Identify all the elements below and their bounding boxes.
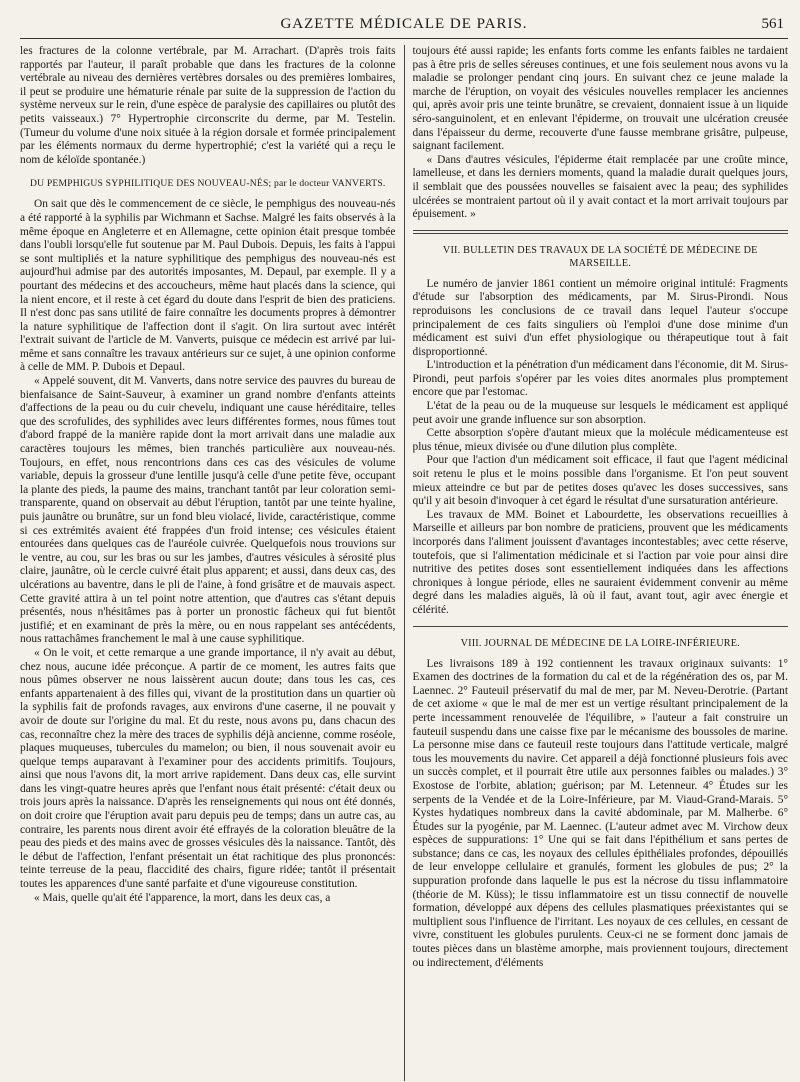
paragraph: « Mais, quelle qu'ait été l'apparence, la mort, dans les deux cas, a [34,891,331,904]
text-columns [20,45,788,1081]
paragraph: « Dans d'autres vésicules, l'épiderme était remplacée par une croûte mince, lamelleuse, et dans les derniers moments, quand la maladie durait quelques jours, il semblait que des poussées nouvelles se faisaient avec la peau; des syphilides ulcérées se montraient partout où il y avait contact et la mort arrivait toujours par épuisement. » [412,153,788,221]
column-divider [404,45,405,1081]
paragraph: « Appelé souvent, dit M. Vanverts, dans notre service des pauvres du bureau de bienfaisance de Saint-Sauveur, à examiner un grand nombre d'enfants atteints d'affections de la peau ou du cuir chevelu, indiquant une cause héréditaire, telles que des scrofulides, des syphilides avec leurs différentes formes, nous fûmes tout d'abord frappé de la manière rapide dont la mort arrivait dans une maladie aux caractères toujours les mêmes, bien tranchés particulière aux nouveau-nés. Toujours, en effet, nous rencontrions dans ces cas des vésicules de volume variable, depuis la grosseur d'une lentille jusqu'à celle d'une petite fève, occupant la plante des pieds, la paume des mains, tranchant tantôt par leur coloration semi-transparente, quand on observait au début l'éruption, tantôt par une teinte hyaline, puis jaunâtre ou brunâtre, sur un fond bleu violacé, livide, caractéristique, comme si ces extrémités avaient été frappées d'un froid intense; ces vésicules étaient entourées dans quelques cas de l'auréole cuivrée. Quelquefois nous trouvions sur le ventre, au cou, sur les bras ou sur les jambes, d'autres vésicules à sérosité plus claire, jaunâtre, où le cercle cuivré était plus apparent; et aussi, dans deux cas, des ulcérations au baventre, dans le pli de l'aine, à fond grisâtre et de mauvais aspect. Cette gravité attira à un tel point notre attention, que d'autres cas s'étant depuis présentés, nous n'hésitâmes pas à porter un pronostic fâcheux qui fut bientôt justifié; et en examinant de près la mère, ou en nous rappelant ses antécédents, nous rattachâmes franchement le mal à une cause syphilitique. [20,375,396,646]
section-divider [413,230,789,231]
paragraph: Cette absorption s'opère d'autant mieux que la molécule médicamenteuse est plus ténue, mieux divisée ou d'une dilution plus complète. [412,427,788,453]
section-divider [413,626,789,627]
journal-title: GAZETTE MÉDICALE DE PARIS. [280,16,528,32]
paragraph: « On le voit, et cette remarque a une grande importance, il n'y avait au début, chez nous, aucune idée préconçue. A partir de ce moment, les autres faits que nous pûmes observer ne nous laissèrent aucun doute; dans tous les cas, ces enfants appartenaient à des filles qui, vivant de la prostitution dans un quartier où la syphilis fait de profonds ravages, aux environs d'une caserne, il ne pouvait y avoir de doute sur l'origine du mal. Et du reste, nous avons pu, dans chacun des cas, reconnaître chez la mère des traces de syphilis déjà ancienne, comme roséole, plaques muqueuses, tubercules du mamelon; ou bien, il nous souvenait avoir eu quelque temps auparavant à l'examiner pour des accidents primitifs. Toujours, ainsi que nous l'avons dit, la mort arrive rapidement. Dans deux cas, elle survint dans les vingt-quatre heures après que l'enfant nous était présenté: c'était deux ou trois jours après la naissance. D'après les renseignements qui nous ont été donnés, on doit croire que l'éruption avait paru depuis peu de temps; dans un autre cas, au contraire, les parents nous dirent avoir été effrayés de la coloration bleuâtre de la peau des pieds et des mains avec de grosses vésicules dès la naissance. Tantôt, dès le début de l'affection, l'enfant présentait un état rachitique des plus prononcés: teinte terreuse de la peau, flaccidité des chairs, figure ridée; tantôt il présentait toutes les apparences d'une santé parfaite et d'une vigoureuse constitution. [20,646,396,891]
paragraph: les fractures de la colonne vertébrale, par M. Arrachart. (D'après trois faits rapportés par l'auteur, il paraît probable que dans les fractures de la colonne vertébrale au niveau des dernières vertèbres dorsales ou des premières lombaires, il peut se produire une hématurie rénale par suite de la suppression de l'action du système nerveux sur le rein, d'une espèce de paralysie des capillaires ou plutôt des petits vaisseaux.) 7° Hypertrophie circonscrite du derme, par M. Testelin. (Tumeur du volume d'une noix située à la région dorsale et formée principalement par les éléments normaux du derme hypertrophié; c'est la variété qui a reçu le nom de kéloïde spontanée.) [20,45,396,166]
paragraph: toujours été aussi rapide; les enfants forts comme les enfants faibles ne tardaient pas à être pris de selles séreuses continues, et une fois seulement nous avons vu la maladie se prolonger pendant cinq jours. En suivant chez ce jeune malade la marche de l'éruption, on voyait des vésicules nouvelles remplacer les anciennes qui, après avoir pris une teinte brunâtre, se crevaient, donnaient issue à un liquide séro-sanguinolent, et en enlevant l'épiderme, on trouvait une ulcération creusée dans l'épaisseur du derme, recouverte d'une fausse membrane grisâtre, pulpeuse, saignant facilement. [412,45,788,153]
paragraph: L'introduction et la pénétration d'un médicament dans l'économie, dit M. Sirus-Pirondi, peut parfois s'opérer par les voies dites anormales plus promptement encore que par l'estomac. [412,359,788,399]
paragraph: Le numéro de janvier 1861 contient un mémoire original intitulé: Fragments d'étude sur l'absorption des médicaments, par M. Sirus-Pirondi. Nous reproduisons les conclusions de ce travail dans lequel l'auteur s'occupe principalement de ces faits singuliers où l'emploi d'une dose minime d'un médicament est suivi d'un effet physiologique ou thérapeutique tout à fait disproportionné. [412,277,788,358]
paragraph: Les livraisons 189 à 192 contiennent les travaux originaux suivants: 1° Examen des doctrines de la formation du cal et de la régénération des os, par M. Laennec. 2° Fauteuil préservatif du mal de mer, par M. Neveu-Derotrie. (Partant de cet axiome « que le mal de mer est un vertige résultant principalement de la perte incessamment renouvelée de l'équilibre, » l'auteur a fait construire un fauteuil suspendu dans une caisse fixe par le mécanisme des boussoles de marine. La personne mise dans ce fauteuil reste toujours dans l'attitude verticale, malgré tous les mouvements du navire. Cet appareil a déjà fonctionné plusieurs fois avec un succès complet, et il pourrait être utile aux personnes faibles ou malades.) 3° Exostose de l'orbite, ablation; guérison; par M. Letenneur. 4° Études sur les serpents de la Vendée et de la Loire-Inférieure, par M. Viaud-Grand-Marais. 5° Kystes hydatiques nombreux dans la cavité abdominale, par M. Malherbe. 6° Études sur la pyogénie, par M. Laennec. (L'auteur admet avec M. Virchow deux espèces de suppurations: 1° Une qui se fait dans l'épithélium et sans pertes de substance; dans ce cas, les noyaux des cellules épithéliales profondes, dépouillés de leur enveloppe cellulaire et granulés, forment les globules de pus; 2° la suppuration profonde dans laquelle le pus est la nécrose du tissu inflammatoire (théorie de M. Küss); le tissu inflammatoire est un tissu connectif de nouvelle formation, développé aux dépens des cellules plasmatiques préexistantes qui se multiplient sous l'influence de l'irritant. Les noyaux de ces cellules, en cessant de vivre, constituent les globules purulents. Ceux-ci ne se forment donc jamais de toutes pièces dans un blastème amorphe, mais proviennent toujours, directement ou indirectement, d'éléments [412,657,788,969]
page-header [20,10,788,39]
section-divider [413,233,789,234]
section-title-pemphigus: DU PEMPHIGUS SYPHILITIQUE DES NOUVEAU-NÉS; par le docteur VANVERTS. [30,178,386,190]
right-column [413,45,789,1081]
section-title-marseille: VII. BULLETIN DES TRAVAUX DE LA SOCIÉTÉ DE MÉDECINE DE MARSEILLE. [442,244,758,269]
paragraph: Pour que l'action d'un médicament soit efficace, il faut que l'agent médicinal soit retenu le plus et le moins possible dans l'organisme. Et l'on peut souvent mieux atteindre ce but par de petites doses qu'avec les doses successives, sans qu'il y ait besoin d'invoquer à cet égard le résultat d'une sursaturation antérieure. [412,454,788,508]
paragraph: Les travaux de MM. Boinet et Labourdette, les observations recueillies à Marseille et ailleurs par bon nombre de praticiens, prouvent que les médicaments incorporés dans l'aliment jouissent d'avantages incontestables; avec cette réserve, toutefois, que si l'alimentation médicinale et si l'action par voie pour ainsi dire nutritive des petites doses sont essentiellement indiquées dans les affections chroniques à longue période, elles ne sauraient évidemment convenir au même degré dans les maladies aiguës, là où il faut, avant tout, agir avec énergie et célérité. [412,508,788,616]
paragraph: L'état de la peau ou de la muqueuse sur lesquels le médicament est appliqué peut avoir une grande influence sur son absorption. [412,400,788,426]
page-number: 561 [761,16,784,32]
paragraph: On sait que dès le commencement de ce siècle, le pemphigus des nouveau-nés a été rapporté à la syphilis par Wichmann et Sachse. Malgré les faits observés à la même époque en Angleterre et en Allemagne, cette opinion était presque tombée dans l'oubli lorsqu'elle fut soutenue par M. Paul Dubois. Depuis, les faits à l'appui se sont multipliés et la nature syphilitique des pemphigus des nouveau-nés est aujourd'hui admise par des autorités imposantes, M. Depaul, par exemple. Il y a pourtant des médecins et des accoucheurs, même haut placés dans la science, qui la nient encore, et il reste à cet égard du doute dans l'esprit de bien des praticiens. Il n'est donc pas sans utilité de faire connaître les documents propres à démontrer la nature syphilitique de l'affection dont il s'agit. On lira surtout avec intérêt l'extrait suivant de l'article de M. Vanverts, puisque ce médecin est arrivé par lui-même et sans connaître les travaux antérieurs sur ce sujet, à une opinion conforme à celle de MM. P. Dubois et Depaul. [20,198,396,374]
section-title-loire-inferieure: VIII. JOURNAL DE MÉDECINE DE LA LOIRE-INFÉRIEURE. [460,637,740,649]
left-column [20,45,396,1081]
